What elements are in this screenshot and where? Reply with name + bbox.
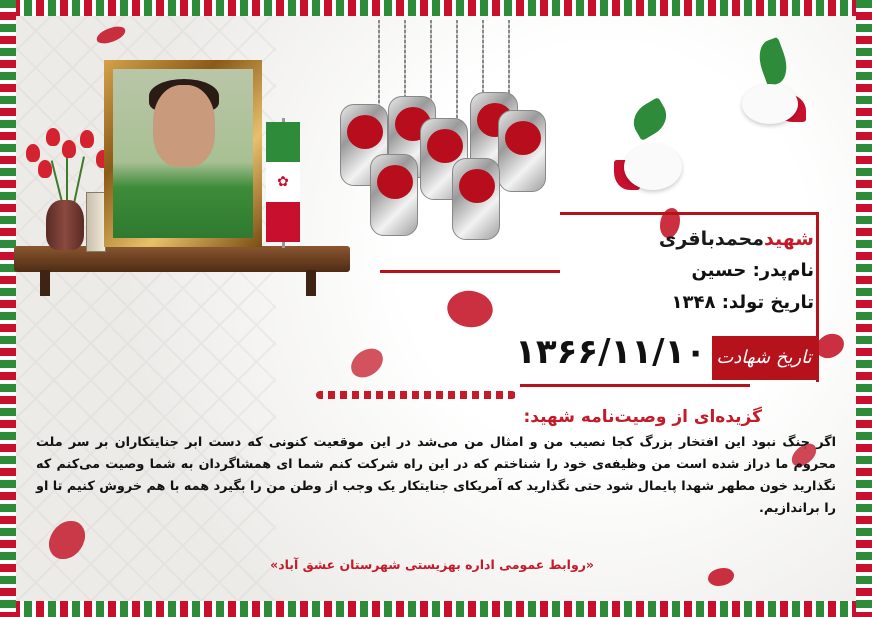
dot-divider: [316, 391, 516, 399]
martyr-title-prefix: شهید: [764, 228, 814, 250]
quran-book: [86, 192, 106, 252]
birth-date: تاریخ تولد: ۱۳۴۸: [671, 292, 814, 313]
portrait-frame: [104, 60, 262, 247]
flag-border-left: [0, 0, 16, 617]
tulip-flower-icon: [62, 140, 76, 158]
date-underline: [520, 384, 750, 387]
info-box-top-line: [560, 212, 818, 215]
flag-border-bottom: [0, 601, 872, 617]
martyr-name: [659, 228, 814, 250]
tag-chain: [482, 20, 484, 92]
info-box-right-line: [816, 212, 819, 382]
martyrdom-date: ۱۳۶۶/۱۱/۱۰: [515, 332, 706, 372]
dog-tag-icon: [498, 110, 546, 192]
tag-chain: [404, 20, 406, 96]
footer-credit: «روابط عمومی اداره بهزیستی شهرستان عشق آباد»: [270, 557, 594, 572]
shelf-bracket: [306, 270, 316, 296]
dove-icon: [604, 104, 704, 214]
dove-icon: [720, 40, 820, 140]
dog-tag-icon: [452, 158, 500, 240]
tulip-flower-icon: [26, 144, 40, 162]
martyr-name-text: محمدباقری: [658, 228, 765, 250]
flag-border-right: [856, 0, 872, 617]
will-text: اگر جنگ نبود این افتخار بزرگ کجا نصیب من و امثال من می‌شد در این موقعیت کنونی که دست ابر جنایتکاران بر سر ملت محروم ما دراز شده است من وظیفه‌ی خود را شناختم که در این راه شرکت کنم شما ای همشاگردان به شما وصیت می‌کنم که نگذارید خون مطهر شهدا پایمال شود حتی نگذارید که آمریکای جنایتکار یک وجب از وطن من را بگیرد همه با هم خروش کنیم تا او را براندازیم.: [36, 435, 836, 516]
shelf-bracket: [40, 270, 50, 296]
father-name: نام‌پدر: حسین: [691, 260, 814, 281]
dog-tag-icon: [370, 154, 418, 236]
tulip-flower-icon: [80, 130, 94, 148]
tulip-flower-icon: [46, 128, 60, 146]
info-box-left-line: [380, 270, 560, 273]
tulip-flower-icon: [38, 160, 52, 178]
martyrdom-label: تاریخ شهادت: [712, 336, 816, 380]
vase: [46, 200, 84, 250]
will-title: گزیده‌ای از وصیت‌نامه شهید:: [523, 407, 762, 427]
flag-border-top: [0, 0, 872, 16]
portrait-photo: [113, 69, 253, 238]
iran-flag-icon: ✿: [266, 122, 300, 242]
portrait-face: [153, 85, 215, 167]
